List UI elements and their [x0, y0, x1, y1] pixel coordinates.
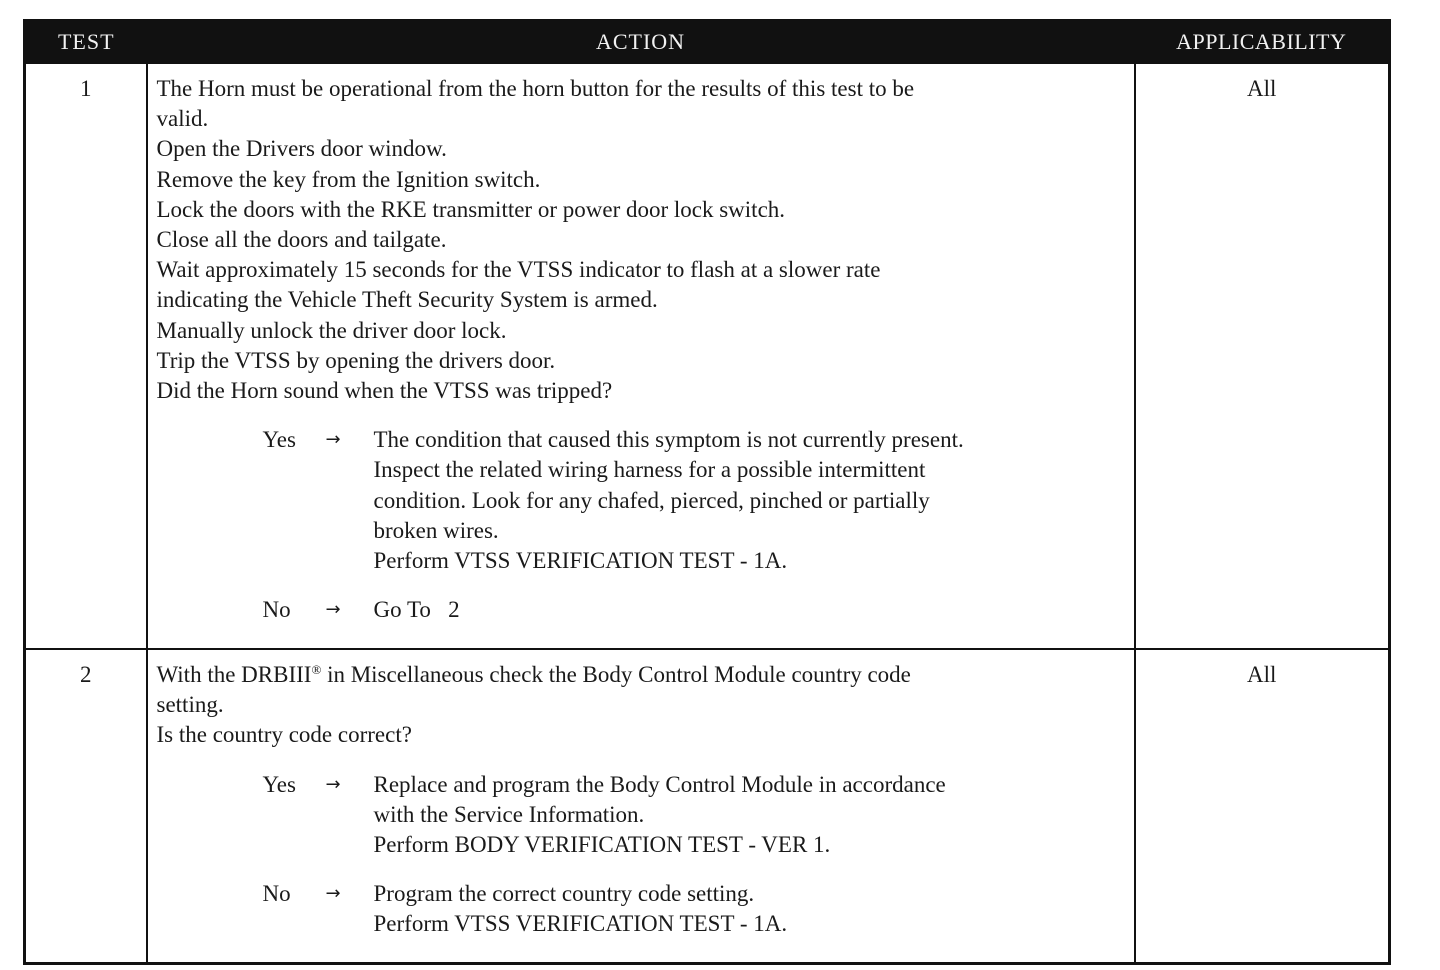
- arrow-right-icon: →: [325, 429, 341, 451]
- result-line: broken wires.: [373, 517, 499, 543]
- action-intro-text-rest: in Miscellaneous check the Body Control Module country code: [321, 662, 911, 687]
- action-line: valid.: [156, 106, 209, 132]
- action-line: Trip the VTSS by opening the drivers door.: [156, 347, 556, 373]
- result-line: Perform BODY VERIFICATION TEST - VER 1.: [373, 832, 831, 858]
- applicability-cell: All: [1135, 649, 1390, 964]
- result-line: Replace and program the Body Control Module in accordance: [373, 771, 946, 797]
- action-line: The Horn must be operational from the horn button for the results of this test to be: [156, 76, 915, 101]
- action-line: Lock the doors with the RKE transmitter or power door lock switch.: [156, 196, 786, 222]
- arrow-right-icon: →: [325, 773, 341, 795]
- result-label-no: No: [262, 881, 291, 907]
- result-label-yes: Yes: [262, 771, 296, 797]
- result-line: Go To 2: [373, 597, 460, 623]
- result-yes: [157, 425, 1126, 576]
- result-label-no: No: [262, 597, 291, 623]
- registered-mark: ®: [311, 662, 322, 677]
- action-cell: [147, 649, 1135, 964]
- result-label-yes: Yes: [262, 427, 296, 453]
- result-no: [157, 879, 1126, 939]
- table-row-test-2: [25, 649, 1390, 964]
- action-line: Wait approximately 15 seconds for the VTSS indicator to flash at a slower rate: [156, 257, 881, 283]
- result-line: with the Service Information.: [373, 801, 645, 827]
- result-line: Program the correct country code setting.: [373, 881, 755, 907]
- table-row-test-1: [25, 63, 1390, 649]
- action-line: Close all the doors and tailgate.: [156, 227, 447, 253]
- header-applicability: APPLICABILITY: [1135, 21, 1390, 64]
- result-line: Perform VTSS VERIFICATION TEST - 1A.: [373, 548, 788, 574]
- action-line: indicating the Vehicle Theft Security System is armed.: [156, 287, 658, 313]
- action-line: Did the Horn sound when the VTSS was tripped?: [156, 378, 613, 404]
- result-line: The condition that caused this symptom is not currently present.: [373, 427, 964, 453]
- action-line: setting.: [156, 692, 224, 718]
- header-test: TEST: [25, 21, 147, 64]
- table-header-row: [25, 21, 1390, 64]
- action-line: Open the Drivers door window.: [156, 136, 447, 162]
- action-line: Remove the key from the Ignition switch.: [156, 166, 541, 192]
- result-line: condition. Look for any chafed, pierced, pinched or partially: [373, 487, 930, 513]
- diagnostic-test-table: [23, 19, 1391, 965]
- header-action: ACTION: [147, 21, 1135, 64]
- result-yes: [157, 770, 1126, 861]
- action-cell: [147, 63, 1135, 649]
- test-number: 1: [25, 63, 147, 649]
- arrow-right-icon: →: [325, 599, 341, 621]
- result-no: [157, 595, 1126, 625]
- test-number: 2: [25, 649, 147, 964]
- result-line: Perform VTSS VERIFICATION TEST - 1A.: [373, 911, 788, 937]
- action-intro-text: With the DRBIII: [156, 662, 312, 687]
- arrow-right-icon: →: [325, 883, 341, 905]
- action-line: [157, 660, 1126, 690]
- action-line: Manually unlock the driver door lock.: [156, 317, 507, 343]
- result-line: Inspect the related wiring harness for a possible intermittent: [373, 457, 926, 483]
- applicability-cell: All: [1135, 63, 1390, 649]
- action-line: Is the country code correct?: [156, 722, 412, 748]
